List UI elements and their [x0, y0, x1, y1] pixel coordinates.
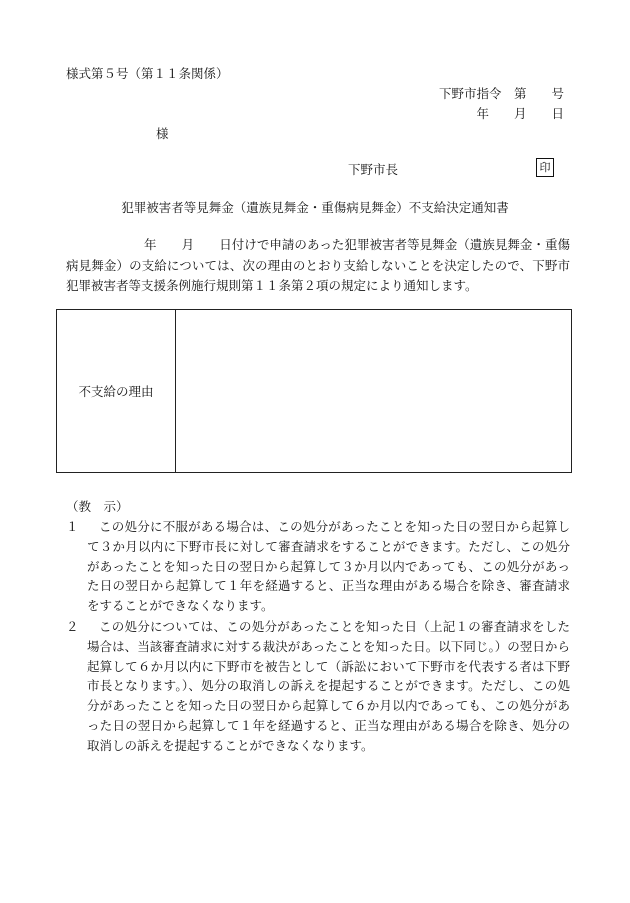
notification-text: 年 月 日付けで申請のあった犯罪被害者等見舞金（遺族見舞金・重傷病見舞金）の支給については、次の理由のとおり支給しないことを決定したので、下野市犯罪被害者等支援条例施行規則第１１条第２項の規定により通知します。 — [66, 237, 570, 293]
issuer-name: 下野市長 — [348, 162, 399, 177]
document-title: 犯罪被害者等見舞金（遺族見舞金・重傷病見舞金）不支給決定通知書 — [121, 200, 509, 215]
notice-item-number: ２ — [66, 619, 79, 634]
reason-value-cell — [176, 310, 571, 472]
addressee: 様 — [156, 126, 169, 141]
issue-date: 年 月 日 — [476, 106, 564, 121]
notice-heading: （教 示） — [66, 499, 129, 514]
notice-item-number: １ — [66, 519, 79, 534]
notice-item — [66, 517, 570, 616]
notice-item-text: この処分については、この処分があったことを知った日（上記１の審査請求をした場合は、当該審査請求に対する裁決があったことを知った日。以下同じ。）の翌日から起算して６か月以内に下野市を被告として（訴訟において下野市を代表する者は下野市長となります。）、処分の取消しの訴えを提起することができます。ただし、この処分があったことを知った日の翌日から起算して６か月以内であっても、この処分があった日の翌日から起算して１年を経過すると、正当な理由がある場合を除き、処分の取消しの訴えを提起することができなくなります。 — [87, 619, 570, 753]
notice-item-text: この処分に不服がある場合は、この処分があったことを知った日の翌日から起算して３か月以内に下野市長に対して審査請求をすることができます。ただし、この処分があったことを知った日の翌日から起算して３か月以内であっても、この処分があった日の翌日から起算して１年を経過すると、正当な理由がある場合を除き、審査請求をすることができなくなります。 — [87, 519, 570, 614]
document-number: 下野市指令 第 号 — [438, 86, 564, 101]
notification-body — [66, 235, 570, 297]
seal-mark: 印 — [536, 158, 554, 177]
reason-table — [56, 309, 572, 473]
form-number: 様式第５号（第１１条関係） — [66, 66, 229, 81]
reason-label-cell — [57, 310, 176, 472]
reason-label: 不支給の理由 — [78, 383, 154, 399]
notice-item — [66, 617, 570, 756]
